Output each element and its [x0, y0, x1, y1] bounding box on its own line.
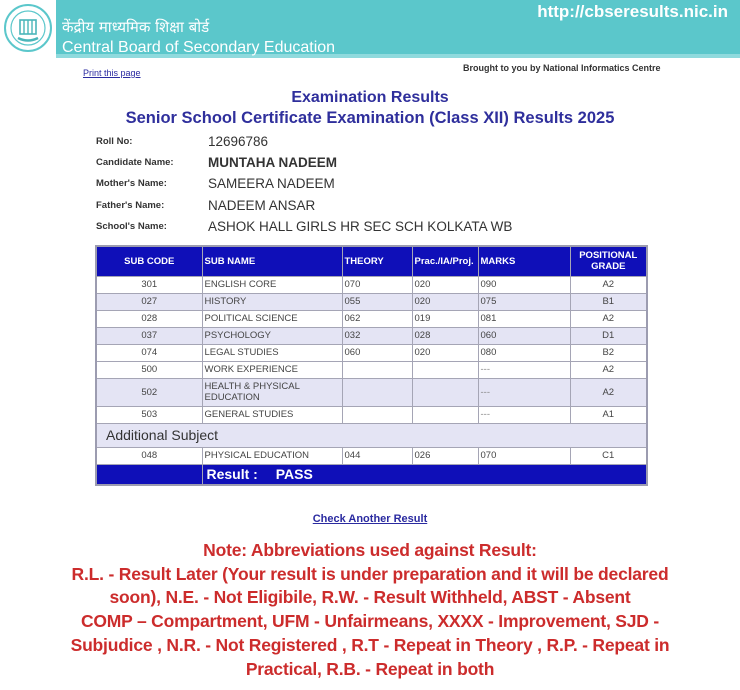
grade-cell: A1 [570, 406, 647, 423]
col-header-theory: THEORY [342, 246, 412, 276]
sub-name-cell: GENERAL STUDIES [202, 406, 342, 423]
school-name-label: School's Name: [96, 220, 167, 232]
prac-cell [412, 361, 478, 378]
table-row [96, 447, 647, 464]
result-value: PASS [275, 466, 313, 483]
note-line: Practical, R.B. - Repeat in both [245, 658, 495, 679]
site-url: http://cbseresults.nic.in [537, 2, 728, 21]
grade-cell: A2 [570, 310, 647, 327]
father-name-row [96, 195, 512, 216]
additional-subject-row [96, 423, 647, 447]
candidate-name-row [96, 152, 512, 173]
col-header-marks: MARKS [478, 246, 570, 276]
theory-cell: 070 [342, 276, 412, 293]
candidate-info [96, 131, 512, 237]
english-title: Central Board of Secondary Education [62, 39, 336, 56]
prac-cell [412, 406, 478, 423]
candidate-name-value: MUNTAHA NADEEM [208, 155, 337, 171]
grade-cell: A2 [570, 276, 647, 293]
sub-name-cell: HISTORY [202, 293, 342, 310]
mother-name-value: SAMEERA NADEEM [208, 176, 335, 192]
school-name-row [96, 216, 512, 237]
sub-name-cell: WORK EXPERIENCE [202, 361, 342, 378]
sub-code-cell: 301 [96, 276, 202, 293]
print-page-link[interactable]: Print this page [83, 68, 141, 78]
sub-name-cell: HEALTH & PHYSICAL EDUCATION [202, 378, 342, 406]
table-row [96, 276, 647, 293]
theory-cell: 044 [342, 447, 412, 464]
prac-cell: 019 [412, 310, 478, 327]
hindi-title: केंद्रीय माध्यमिक शिक्षा बोर्ड [62, 18, 210, 36]
note-line: Note: Abbreviations used against Result: [203, 540, 537, 560]
roll-no-value: 12696786 [208, 134, 269, 150]
sub-name-cell: POLITICAL SCIENCE [202, 310, 342, 327]
table-header-row [96, 246, 647, 276]
grade-cell: D1 [570, 327, 647, 344]
exam-subtitle: Senior School Certificate Examination (Class XII) Results 2025 [125, 109, 615, 127]
marks-cell: 081 [478, 310, 570, 327]
sub-code-cell: 500 [96, 361, 202, 378]
grade-cell: C1 [570, 447, 647, 464]
marks-cell: 060 [478, 327, 570, 344]
result-cell [202, 464, 647, 485]
note-line: R.L. - Result Later (Your result is under preparation and it will be declared [71, 563, 669, 584]
sub-name-cell: ENGLISH CORE [202, 276, 342, 293]
candidate-name-label: Candidate Name: [96, 157, 174, 169]
result-spacer-cell [96, 464, 202, 485]
marks-cell: 080 [478, 344, 570, 361]
prac-cell: 020 [412, 276, 478, 293]
prac-cell: 026 [412, 447, 478, 464]
theory-cell: 032 [342, 327, 412, 344]
table-row [96, 293, 647, 310]
grade-cell: A2 [570, 378, 647, 406]
table-row [96, 310, 647, 327]
sub-code-cell: 074 [96, 344, 202, 361]
prac-cell [412, 378, 478, 406]
col-header-prac: Prac./IA/Proj. [412, 246, 478, 276]
theory-cell: 060 [342, 344, 412, 361]
sub-code-cell: 502 [96, 378, 202, 406]
table-row [96, 344, 647, 361]
sub-code-cell: 037 [96, 327, 202, 344]
roll-no-row [96, 131, 512, 152]
note-line: soon), N.E. - Not Eligibile, R.W. - Result Withheld, ABST - Absent [109, 587, 631, 608]
sub-name-cell: LEGAL STUDIES [202, 344, 342, 361]
mother-name-row [96, 173, 512, 194]
roll-no-label: Roll No: [96, 136, 133, 148]
table-row [96, 406, 647, 423]
theory-cell: 062 [342, 310, 412, 327]
marks-table [95, 245, 648, 486]
table-row [96, 361, 647, 378]
marks-cell: 090 [478, 276, 570, 293]
table-row [96, 327, 647, 344]
father-name-label: Father's Name: [96, 199, 165, 211]
check-another-result-link[interactable]: Check Another Result [312, 513, 428, 525]
theory-cell [342, 406, 412, 423]
prac-cell: 020 [412, 293, 478, 310]
mother-name-label: Mother's Name: [96, 178, 167, 190]
additional-subject-label: Additional Subject [96, 423, 647, 447]
page-title: Examination Results [291, 89, 449, 106]
prac-cell: 028 [412, 327, 478, 344]
grade-cell: B1 [570, 293, 647, 310]
cbse-emblem-icon [3, 3, 53, 53]
check-another-container [0, 513, 740, 525]
sub-name-cell: PHYSICAL EDUCATION [202, 447, 342, 464]
father-name-value: NADEEM ANSAR [208, 197, 316, 213]
marks-cell: --- [478, 361, 570, 378]
prac-cell: 020 [412, 344, 478, 361]
theory-cell [342, 378, 412, 406]
sub-name-cell: PSYCHOLOGY [202, 327, 342, 344]
grade-cell: A2 [570, 361, 647, 378]
result-label: Result : [206, 466, 258, 483]
marks-cell: --- [478, 378, 570, 406]
col-header-sub-code: SUB CODE [96, 246, 202, 276]
school-name-value: ASHOK HALL GIRLS HR SEC SCH KOLKATA WB [208, 218, 513, 234]
theory-cell [342, 361, 412, 378]
note-line: Subjudice , N.R. - Not Registered , R.T - Repeat in Theory , R.P. - Repeat in [70, 634, 670, 655]
sub-code-cell: 028 [96, 310, 202, 327]
marks-cell: --- [478, 406, 570, 423]
col-header-sub-name: SUB NAME [202, 246, 342, 276]
sub-code-cell: 503 [96, 406, 202, 423]
col-header-grade: POSITIONAL GRADE [570, 246, 647, 276]
table-row [96, 378, 647, 406]
abbreviations-note [0, 539, 740, 681]
marks-cell: 070 [478, 447, 570, 464]
result-row [96, 464, 647, 485]
sub-code-cell: 048 [96, 447, 202, 464]
sub-code-cell: 027 [96, 293, 202, 310]
grade-cell: B2 [570, 344, 647, 361]
header-banner [0, 0, 740, 60]
note-line: COMP – Compartment, UFM - Unfairmeans, XXXX - Improvement, SJD - [80, 611, 660, 632]
marks-cell: 075 [478, 293, 570, 310]
credit-text: Brought to you by National Informatics Centre [463, 63, 661, 73]
theory-cell: 055 [342, 293, 412, 310]
